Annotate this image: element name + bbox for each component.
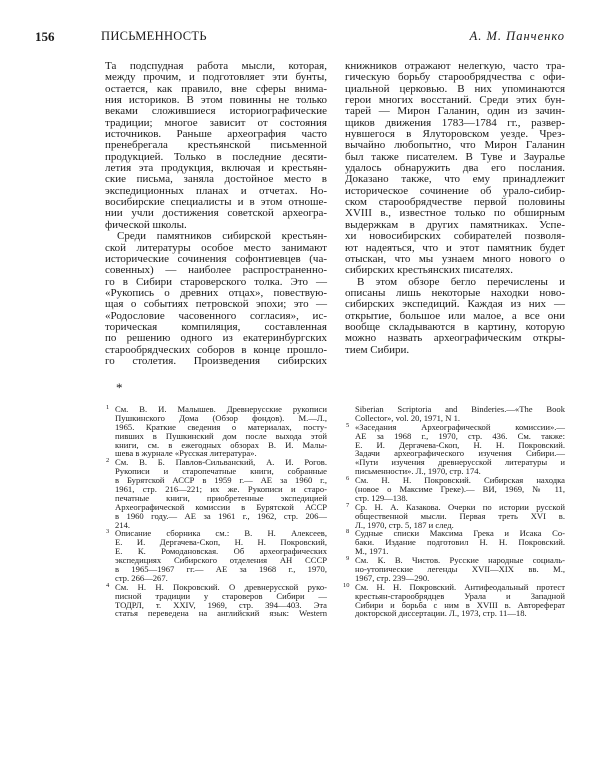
line-text: Доказано также, что ему принадлежит — [345, 173, 565, 186]
section-title: ПИСЬМЕННОСТЬ — [101, 29, 207, 43]
line-text: См. Н. Н. Покровский. О древнерусской руко- — [115, 581, 327, 592]
line-text: экспедициях Сибирского отделения АН СССР — [115, 555, 327, 566]
line-text: См. В. И. Малышев. Древнерусские рукописи — [115, 404, 327, 414]
text-line — [345, 345, 565, 356]
line-text: В этом обзоре бегло перечислены и — [357, 275, 565, 288]
line-text: Л., 1970, стр. 5, 187 и след. — [355, 519, 454, 530]
line-text: исторические сочинения софонтиевцев (ча- — [105, 252, 327, 265]
line-text: стр. 266—267. — [115, 572, 168, 583]
line-text: ской литературы особое место занимают — [105, 241, 327, 254]
line-text: ские письма, заняла достойное место в — [105, 173, 327, 186]
line-text: можно назвать археографическим откры- — [345, 332, 565, 345]
line-text: го в Сибири староверского толка. Это — — [105, 275, 327, 288]
line-text: отыскан, что мы узнаем много нового о — [345, 252, 565, 265]
line-text: Рукописи и старопечатные книги, собранные — [115, 466, 327, 477]
line-text: ют надеяться, что и этот памятник будет — [345, 241, 565, 254]
line-text: Среди памятников сибирской крестьян- — [117, 230, 327, 243]
line-text: вообще складываются в картину, которую — [345, 320, 565, 333]
line-text: гическую борьбу старообрядчества с офи- — [345, 71, 565, 84]
footnote-number: 9 — [346, 555, 350, 563]
footnote-number: 10 — [343, 581, 350, 589]
footnote-line — [115, 609, 327, 618]
line-text: Описание сборника см.: В. Н. Алексеев, — [115, 528, 327, 539]
footnote-number: 5 — [346, 421, 350, 429]
line-text: был также писателем. В Туве и Зауралье — [345, 150, 565, 163]
line-text: «Рукопись о древних отцах», повествую- — [105, 286, 327, 299]
footnote-number: 6 — [346, 475, 350, 483]
footnote-number: 1 — [106, 404, 110, 411]
line-text: нии учли достижения советской археогра- — [105, 207, 327, 220]
line-text: Судные списки Максима Грека и Исака Со- — [355, 528, 565, 539]
body-column-left — [105, 61, 327, 367]
footnote-number: 8 — [346, 528, 350, 536]
line-text: Сибири и борьба с ним в XVIII в. Автореферат — [355, 599, 565, 610]
line-text: в Бурятской АССР в 1959 г.— АЕ за 1960 г., — [115, 475, 327, 486]
line-text: См. Н. Н. Покровский. Антифеодальный протест — [355, 581, 565, 592]
line-text: Е. К. Ромодановская. Об археографических — [115, 546, 327, 557]
line-text: См. Н. Н. Покровский. Сибирская находка — [355, 475, 565, 486]
line-text: выдержкам в других памятниках. Успе- — [345, 218, 565, 231]
line-text: щая о событиях петровской эпохи; это — — [105, 298, 327, 311]
line-text: М., 1971. — [355, 546, 389, 557]
footnote-number: 3 — [106, 528, 110, 536]
line-text: Ср. Н. А. Казакова. Очерки по истории русской — [355, 501, 565, 512]
line-text: Siberian Scriptoria and Binderies.—«The Book — [355, 404, 565, 414]
line-text: 1967, стр. 239—290. — [355, 572, 430, 583]
line-text: торическая компиляция, составленная — [105, 320, 327, 333]
footnote-line — [355, 609, 565, 618]
text-line — [105, 356, 327, 367]
line-text: тарей — Мирон Галанин, один из зачин- — [345, 105, 565, 118]
line-text: См. В. Б. Павлов-Сильванский, А. И. Рогов. — [115, 457, 327, 468]
line-text: Collector», vol. 20, 1971, N 1. — [355, 412, 461, 423]
line-text: Та подспудная работа мысли, которая, — [105, 60, 327, 72]
line-text: го столетия. Произведения сибирских — [105, 354, 327, 367]
line-text: удалось обнаружить два его послания. — [345, 162, 565, 175]
line-text: между прочим, и подготовляет эти бунты, — [105, 71, 327, 84]
line-text: восибирские специалисты и в этом отноше- — [105, 196, 327, 209]
author-name: А. М. Панченко — [469, 29, 565, 43]
line-text: статья переведена на английский язык: Western — [115, 608, 327, 619]
line-text: историческое сочинение об урало-сибир- — [345, 184, 565, 197]
line-text: Е. И. Дергачева-Скоп, Н. Н. Покровский. — [355, 439, 565, 450]
line-text: в 1965—1967 гг.— АЕ за 1968 г., 1970, — [115, 564, 327, 575]
line-text: печатные книги, приобретенные экспедицией — [115, 492, 327, 503]
line-text: вычайно любопытно, что Мирон Галанин — [345, 139, 565, 152]
line-text: продукцией. Только в последние десяти- — [105, 150, 327, 163]
footnote-number: 4 — [106, 581, 110, 589]
line-text: 1961, стр. 216—221; их же. Рукописи и старо- — [115, 484, 327, 495]
line-text: «Заседания Археографической комиссии».— — [355, 421, 565, 432]
line-text: ТОДРЛ, т. XXIV, 1969, стр. 394—403. Эта — [115, 599, 327, 610]
line-text: сибирских экспедиций. Каждая из них — — [345, 298, 565, 311]
line-text: Пушкинского Дома (Обзор фондов). М.—Л., — [115, 412, 327, 423]
line-text: в 1960 году.— АЕ за 1961 г., 1962, стр. 206— — [115, 510, 327, 521]
line-text: нувшегося в Ялуторовском уезде. Чрез- — [345, 128, 565, 141]
line-text: крестьян-старообрядцев Урала и Западной — [355, 590, 565, 601]
footnote-number: 7 — [346, 501, 350, 509]
page-number: 156 — [35, 29, 55, 44]
line-text: пивших в Пушкинский дом после выхода этой — [115, 430, 327, 441]
line-text: АЕ за 1968 г., 1970, стр. 436. См. также: — [355, 430, 565, 441]
line-text: См. К. В. Чистов. Русские народные социаль- — [355, 555, 565, 566]
line-text: Задачи археографического изучения Сибири.— — [355, 448, 565, 459]
line-text: традиции; многое зависит от состояния — [105, 116, 327, 129]
line-text: баки. Издание подготовил Н. Н. Покровский. — [355, 537, 565, 548]
line-text: ском старообрядчестве первой половины — [345, 196, 565, 209]
line-text: «Родословие часовенного согласия», ис- — [105, 309, 327, 322]
line-text: описаны лишь некоторые находки ново- — [345, 286, 565, 299]
line-text: 214. — [115, 519, 131, 530]
line-text: пренебрегала крестьянской письменной — [105, 139, 327, 152]
line-text: 1965. Краткие сведения о материалах, посту- — [115, 421, 327, 432]
line-text: щиков движения 1783—1784 гг., развер- — [345, 116, 565, 129]
footnote-separator: * — [116, 380, 123, 395]
line-text: экспедиционных планах и отчетах. Но- — [105, 184, 327, 197]
line-text: сибирских крестьянских писателях. — [345, 264, 514, 277]
line-text: совенных) — наиболее распространенно- — [105, 264, 327, 277]
line-text: докторской диссертации. Л., 1973, стр. 11—18. — [355, 608, 527, 619]
line-text: книги, см. в ежегодных обзорах В. И. Малы- — [115, 439, 327, 450]
footnotes-column-left — [106, 404, 327, 619]
line-text: книжников отражают нелегкую, часто тра- — [345, 60, 565, 72]
line-text: тием Сибири. — [345, 343, 410, 356]
line-text: писной традиции у староверов Сибири — — [115, 590, 327, 601]
line-text: Е. И. Дергачева-Скоп, Н. Н. Покровский, — [115, 537, 327, 548]
line-text: шева в журнале «Русская литература». — [115, 448, 257, 459]
line-text: XVIII в., известное только по обширным — [345, 207, 565, 220]
footnote-number: 2 — [106, 457, 110, 465]
line-text: ния историков. В этом повинны не только — [105, 94, 327, 107]
line-text: циальной церковью. В них упоминаются — [345, 82, 565, 95]
line-text: Археографической комиссии в Бурятской АССР — [115, 501, 327, 512]
line-text: летия эта продукция, включая и крестьян- — [105, 162, 327, 175]
line-text: фической школы. — [105, 218, 187, 231]
footnote-line — [115, 512, 327, 521]
line-text: письменности». Л., 1970, стр. 174. — [355, 466, 481, 477]
line-text: по решению одного из екатеринбургских — [105, 332, 327, 345]
line-text: остается, как правило, вне сферы внима- — [105, 82, 327, 95]
line-text: веками сложившиеся историографические — [105, 105, 327, 118]
line-text: «Пути изучения древнерусской литературы и — [355, 457, 565, 468]
line-text: источников. Раньше археография часто — [105, 128, 327, 141]
line-text: общественной мысли. Первая треть XVI в. — [355, 510, 565, 521]
line-text: стр. 129—138. — [355, 492, 408, 503]
line-text: открытие, большое или малое, а все они — [345, 309, 565, 322]
line-text: но-утопические легенды XVII—XIX вв. М., — [355, 564, 565, 575]
line-text: хи новосибирских собирателей позволя- — [345, 230, 565, 243]
line-text: (новое о Максиме Греке).— ВИ, 1969, № 11, — [355, 484, 565, 495]
line-text: герои многих восстаний. Среди этих бун- — [345, 94, 565, 107]
footnotes-column-right — [343, 404, 565, 619]
body-column-right — [345, 61, 565, 356]
line-text: старообрядческих соборов в конце прошло- — [105, 343, 327, 356]
